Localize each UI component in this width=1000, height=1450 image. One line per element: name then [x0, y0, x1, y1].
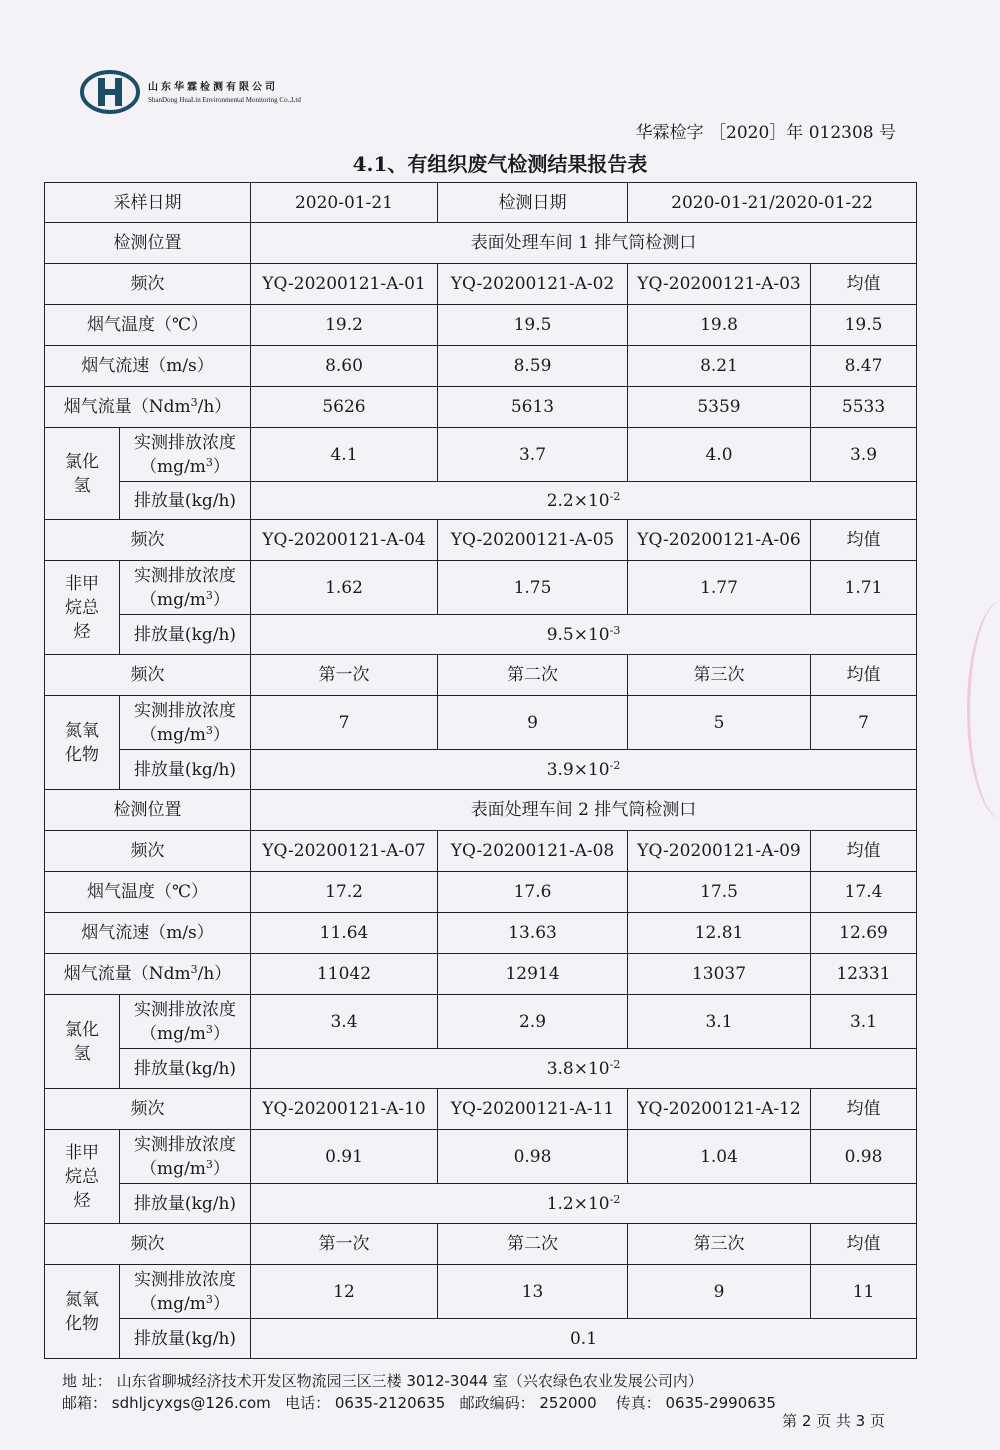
phone-value: 0635-2120635: [334, 1394, 446, 1412]
company-name-cn: 山东华霖检测有限公司: [148, 82, 278, 93]
cell-value: 8.47: [811, 346, 917, 387]
cell-value: 17.4: [811, 872, 917, 913]
freq-label: 频次: [45, 1089, 251, 1130]
nmhc-label: 非甲烷总烃: [45, 1130, 120, 1224]
cell-value: 12331: [811, 954, 917, 995]
sample-id: YQ-20200121-A-10: [251, 1089, 438, 1130]
table-row: [45, 1089, 917, 1130]
cell-value: 5359: [628, 387, 811, 428]
table-row: [45, 264, 917, 305]
table-row: [45, 1130, 917, 1184]
sample-id: YQ-20200121-A-06: [628, 520, 811, 561]
avg-label: 均值: [811, 1224, 917, 1265]
footer-address: [62, 1370, 776, 1392]
freq-label: 频次: [45, 264, 251, 305]
table-row: [45, 1265, 917, 1319]
cell-value: 11.64: [251, 913, 438, 954]
table-row: [45, 520, 917, 561]
footer: [62, 1370, 776, 1414]
flow-label: 烟气流量（Ndm$^3$/h）: [45, 954, 251, 995]
cell-value: 3.7: [438, 428, 628, 482]
location-label: 检测位置: [45, 223, 251, 264]
cell-value: 0.91: [251, 1130, 438, 1184]
avg-label: 均值: [811, 831, 917, 872]
post-label: 邮政编码：: [459, 1394, 535, 1412]
test-date-label: 检测日期: [438, 183, 628, 223]
post-value: 252000: [539, 1394, 597, 1412]
cell-value: 5533: [811, 387, 917, 428]
velocity-label: 烟气流速（m/s）: [45, 913, 251, 954]
cell-value: 13037: [628, 954, 811, 995]
cell-value: 17.5: [628, 872, 811, 913]
page-title: 4.1、有组织废气检测结果报告表: [352, 152, 648, 176]
company-logo-icon: [80, 70, 140, 114]
freq-label: 频次: [45, 831, 251, 872]
table-row: [45, 346, 917, 387]
emission-label: 排放量(kg/h): [120, 482, 251, 520]
conc-label: 实测排放浓度$(mg/m^3)$: [120, 561, 251, 615]
cell-value: 8.21: [628, 346, 811, 387]
cell-value: 5613: [438, 387, 628, 428]
cell-value: 9: [628, 1265, 811, 1319]
emission-label: 排放量(kg/h): [120, 1184, 251, 1224]
cell-value: 1.71: [811, 561, 917, 615]
nox-label: 氮氧化物: [45, 696, 120, 790]
sample-id: YQ-20200121-A-12: [628, 1089, 811, 1130]
sampling-date: 2020-01-21: [251, 183, 438, 223]
cell-value: 5626: [251, 387, 438, 428]
time-label: 第一次: [251, 655, 438, 696]
cell-value: 2.9: [438, 995, 628, 1049]
cell-value: 17.6: [438, 872, 628, 913]
sample-id: YQ-20200121-A-03: [628, 264, 811, 305]
location-value: 表面处理车间 2 排气筒检测口: [251, 790, 917, 831]
emission-value: $3.9\times 10^{-2}$: [251, 750, 917, 790]
table-row: [45, 615, 917, 655]
cell-value: 12.81: [628, 913, 811, 954]
table-row: [45, 831, 917, 872]
cell-value: 7: [251, 696, 438, 750]
fax-value: 0635-2990635: [665, 1394, 776, 1412]
table-row: [45, 954, 917, 995]
cell-value: 8.60: [251, 346, 438, 387]
address-label: 地 址：: [62, 1372, 112, 1390]
company-logo: [80, 70, 340, 120]
emission-value: $9.5\times 10^{-3}$: [251, 615, 917, 655]
cell-value: 5: [628, 696, 811, 750]
freq-label: 频次: [45, 655, 251, 696]
table-row: [45, 305, 917, 346]
sample-id: YQ-20200121-A-02: [438, 264, 628, 305]
emission-value: $1.2\times 10^{-2}$: [251, 1184, 917, 1224]
cell-value: 13.63: [438, 913, 628, 954]
avg-label: 均值: [811, 1089, 917, 1130]
cell-value: 1.62: [251, 561, 438, 615]
cell-value: 3.1: [628, 995, 811, 1049]
cell-value: 12.69: [811, 913, 917, 954]
emission-label: 排放量(kg/h): [120, 750, 251, 790]
cell-value: 19.2: [251, 305, 438, 346]
email-label: 邮箱：: [62, 1394, 108, 1412]
table-row: [45, 1049, 917, 1089]
phone-label: 电话：: [285, 1394, 331, 1412]
temp-label: 烟气温度（℃）: [45, 872, 251, 913]
cell-value: 7: [811, 696, 917, 750]
time-label: 第三次: [628, 1224, 811, 1265]
avg-label: 均值: [811, 655, 917, 696]
emission-label: 排放量(kg/h): [120, 615, 251, 655]
cell-value: 11042: [251, 954, 438, 995]
table-row: [45, 696, 917, 750]
table-row: [45, 183, 917, 223]
sampling-date-label: 采样日期: [45, 183, 251, 223]
cell-value: 4.0: [628, 428, 811, 482]
avg-label: 均值: [811, 264, 917, 305]
emission-label: 排放量(kg/h): [120, 1319, 251, 1359]
cell-value: 1.77: [628, 561, 811, 615]
location-label: 检测位置: [45, 790, 251, 831]
table-row: [45, 561, 917, 615]
conc-label: 实测排放浓度$(mg/m^3)$: [120, 1265, 251, 1319]
table-row: [45, 223, 917, 264]
conc-label: 实测排放浓度$(mg/m^3)$: [120, 696, 251, 750]
exhaust-results-table: [44, 182, 917, 1359]
time-label: 第一次: [251, 1224, 438, 1265]
seal-stamp-edge: [967, 600, 1000, 820]
table-row: [45, 750, 917, 790]
emission-label: 排放量(kg/h): [120, 1049, 251, 1089]
cell-value: 4.1: [251, 428, 438, 482]
cell-value: 3.1: [811, 995, 917, 1049]
time-label: 第三次: [628, 655, 811, 696]
report-number: 华霖检字 ［2020］年 012308 号: [635, 123, 896, 143]
cell-value: 8.59: [438, 346, 628, 387]
fax-label: 传真：: [615, 1394, 661, 1412]
email-value: sdhljcyxgs@126.com: [111, 1394, 271, 1412]
footer-contacts: [62, 1392, 776, 1414]
hcl-label: 氯化氢: [45, 428, 120, 520]
table-row: [45, 872, 917, 913]
velocity-label: 烟气流速（m/s）: [45, 346, 251, 387]
hcl-label: 氯化氢: [45, 995, 120, 1089]
cell-value: 13: [438, 1265, 628, 1319]
conc-label: 实测排放浓度$(mg/m^3)$: [120, 1130, 251, 1184]
time-label: 第二次: [438, 655, 628, 696]
cell-value: 17.2: [251, 872, 438, 913]
table-row: [45, 387, 917, 428]
cell-value: 11: [811, 1265, 917, 1319]
table-row: [45, 1184, 917, 1224]
cell-value: 19.8: [628, 305, 811, 346]
location-value: 表面处理车间 1 排气筒检测口: [251, 223, 917, 264]
flow-label: 烟气流量（Ndm$^3$/h）: [45, 387, 251, 428]
emission-value: 0.1: [251, 1319, 917, 1359]
sample-id: YQ-20200121-A-08: [438, 831, 628, 872]
page-number: 第 2 页 共 3 页: [782, 1412, 885, 1430]
cell-value: 19.5: [811, 305, 917, 346]
table-row: [45, 995, 917, 1049]
conc-label: 实测排放浓度$(mg/m^3)$: [120, 995, 251, 1049]
cell-value: 19.5: [438, 305, 628, 346]
emission-value: $2.2\times 10^{-2}$: [251, 482, 917, 520]
conc-label: 实测排放浓度$(mg/m^3)$: [120, 428, 251, 482]
freq-label: 频次: [45, 1224, 251, 1265]
sample-id: YQ-20200121-A-05: [438, 520, 628, 561]
avg-label: 均值: [811, 520, 917, 561]
cell-value: 12914: [438, 954, 628, 995]
test-date: 2020-01-21/2020-01-22: [628, 183, 917, 223]
cell-value: 0.98: [811, 1130, 917, 1184]
table-row: [45, 1319, 917, 1359]
sample-id: YQ-20200121-A-11: [438, 1089, 628, 1130]
table-row: [45, 1224, 917, 1265]
sample-id: YQ-20200121-A-07: [251, 831, 438, 872]
cell-value: 3.4: [251, 995, 438, 1049]
company-name-en: ShanDong HuaLin Environmental Monitoring Co.,Ltd: [148, 96, 301, 104]
address-value: 山东省聊城经济技术开发区物流园三区三楼 3012-3044 室（兴农绿色农业发展公司内）: [116, 1372, 703, 1390]
cell-value: 1.75: [438, 561, 628, 615]
table-row: [45, 790, 917, 831]
nmhc-label: 非甲烷总烃: [45, 561, 120, 655]
temp-label: 烟气温度（℃）: [45, 305, 251, 346]
emission-value: $3.8\times 10^{-2}$: [251, 1049, 917, 1089]
cell-value: 9: [438, 696, 628, 750]
sample-id: YQ-20200121-A-09: [628, 831, 811, 872]
table-row: [45, 655, 917, 696]
sample-id: YQ-20200121-A-01: [251, 264, 438, 305]
sample-id: YQ-20200121-A-04: [251, 520, 438, 561]
cell-value: 1.04: [628, 1130, 811, 1184]
nox-label: 氮氧化物: [45, 1265, 120, 1359]
cell-value: 12: [251, 1265, 438, 1319]
table-row: [45, 913, 917, 954]
cell-value: 3.9: [811, 428, 917, 482]
cell-value: 0.98: [438, 1130, 628, 1184]
freq-label: 频次: [45, 520, 251, 561]
table-row: [45, 428, 917, 482]
time-label: 第二次: [438, 1224, 628, 1265]
table-row: [45, 482, 917, 520]
